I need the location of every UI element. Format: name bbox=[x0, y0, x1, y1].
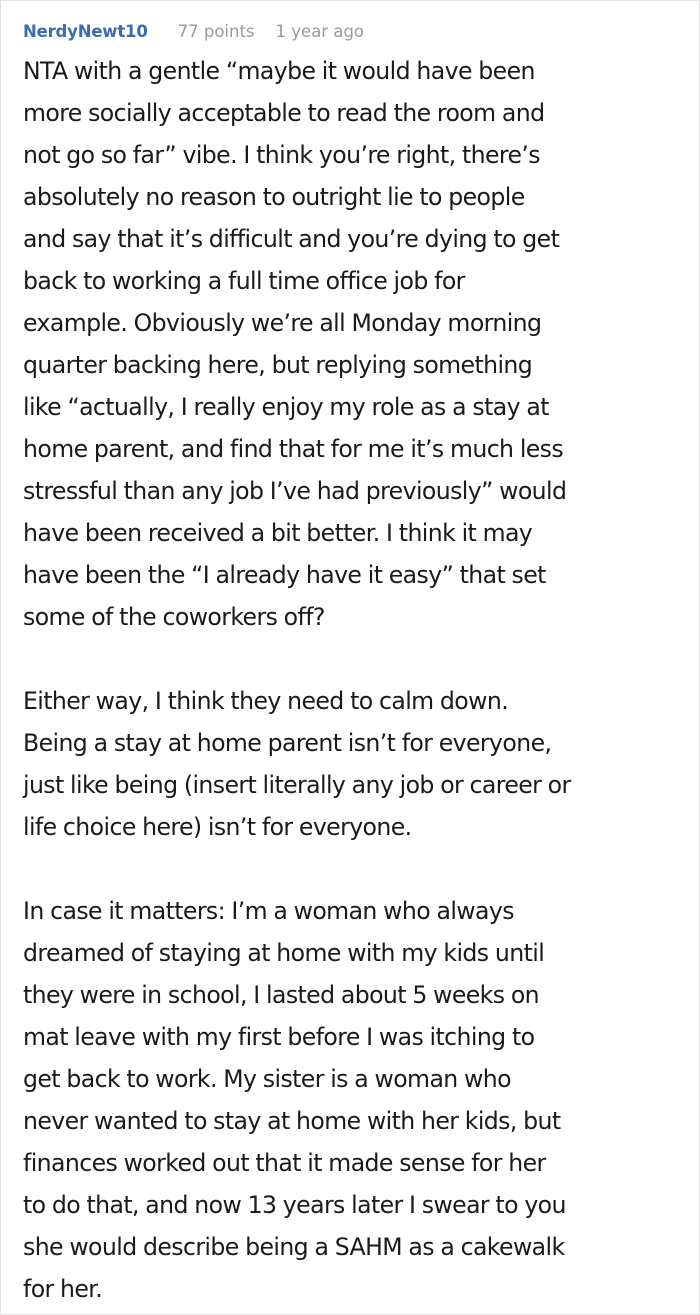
text-line: mat leave with my first before I was itching to bbox=[23, 1023, 535, 1051]
author-username-link[interactable]: NerdyNewt10 bbox=[23, 22, 148, 41]
text-line: for her. bbox=[23, 1275, 103, 1303]
text-line: example. Obviously we’re all Monday morning bbox=[23, 309, 542, 337]
comment-body bbox=[23, 50, 679, 1310]
text-line: they were in school, I lasted about 5 weeks on bbox=[23, 981, 540, 1009]
text-line: NTA with a gentle “maybe it would have been bbox=[23, 57, 535, 85]
text-line: more socially acceptable to read the room and bbox=[23, 99, 545, 127]
text-line: some of the coworkers off? bbox=[23, 603, 325, 631]
text-line: have been the “I already have it easy” that set bbox=[23, 561, 546, 589]
text-line: home parent, and find that for me it’s much less bbox=[23, 435, 564, 463]
text-line: quarter backing here, but replying something bbox=[23, 351, 533, 379]
text-line: have been received a bit better. I think it may bbox=[23, 519, 533, 547]
comment-paragraph-1 bbox=[23, 50, 683, 638]
text-line: In case it matters: I’m a woman who always bbox=[23, 897, 514, 925]
text-line: just like being (insert literally any job or career or bbox=[23, 771, 571, 799]
comment-paragraph-3 bbox=[23, 890, 683, 1310]
comment-paragraph-2 bbox=[23, 680, 683, 848]
text-line: not go so far” vibe. I think you’re right, there’s bbox=[23, 141, 540, 169]
text-line: absolutely no reason to outright lie to people bbox=[23, 183, 525, 211]
text-line: and say that it’s difficult and you’re dying to get bbox=[23, 225, 560, 253]
comment-header bbox=[23, 17, 679, 47]
points-count: 77 points bbox=[177, 22, 255, 41]
text-line: stressful than any job I’ve had previously” would bbox=[23, 477, 567, 505]
text-line: back to working a full time office job for bbox=[23, 267, 465, 295]
text-line: life choice here) isn’t for everyone. bbox=[23, 813, 412, 841]
text-line: she would describe being a SAHM as a cakewalk bbox=[23, 1233, 565, 1261]
text-line: dreamed of staying at home with my kids until bbox=[23, 939, 545, 967]
comment-timestamp: 1 year ago bbox=[275, 22, 365, 41]
text-line: never wanted to stay at home with her kids, but bbox=[23, 1107, 561, 1135]
text-line: Either way, I think they need to calm down. bbox=[23, 687, 509, 715]
text-line: Being a stay at home parent isn’t for everyone, bbox=[23, 729, 552, 757]
text-line: to do that, and now 13 years later I swear to you bbox=[23, 1191, 566, 1219]
text-line: get back to work. My sister is a woman who bbox=[23, 1065, 511, 1093]
text-line: finances worked out that it made sense for her bbox=[23, 1149, 546, 1177]
text-line: like “actually, I really enjoy my role as a stay at bbox=[23, 393, 549, 421]
